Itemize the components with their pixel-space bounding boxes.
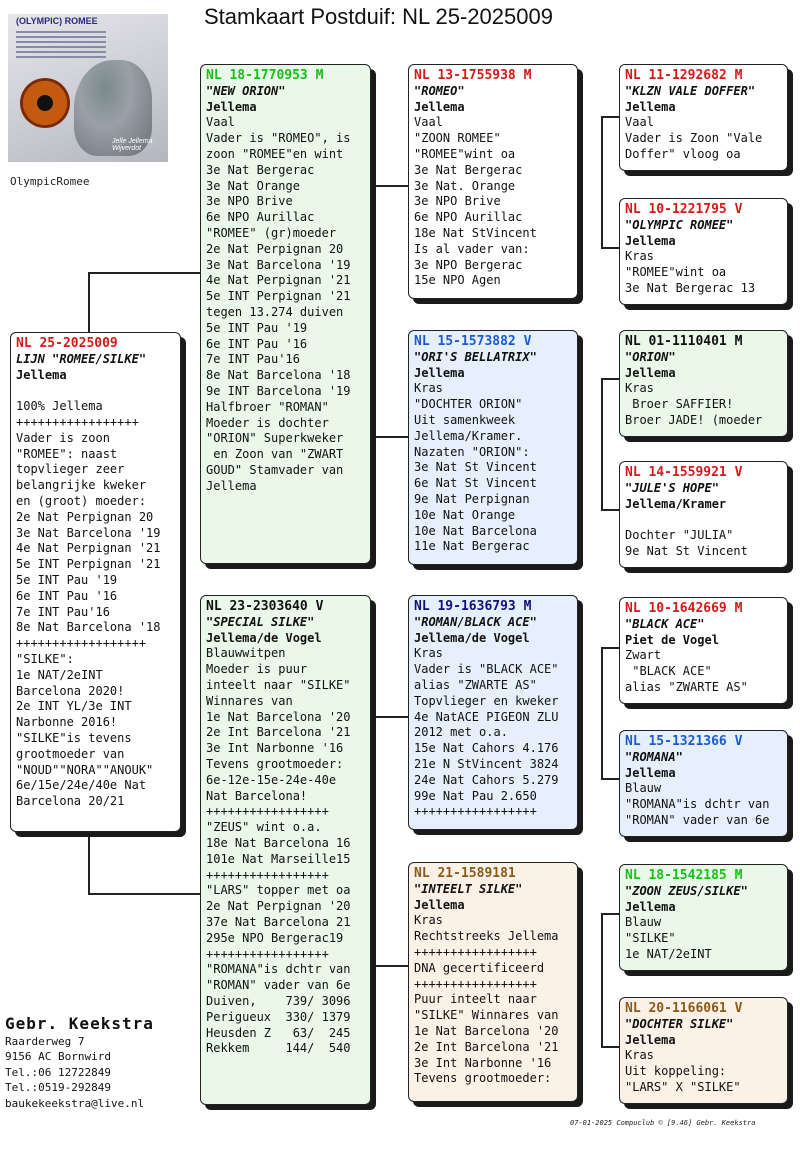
detail-line: 10e Nat Orange: [414, 507, 516, 522]
ring-number: NL 01-1110401 M: [625, 334, 743, 349]
detail-line: Duiven, 739/ 3096: [206, 993, 351, 1008]
detail-line: 4e Nat Perpignan '21: [206, 273, 351, 288]
address-phone-2: Tel.:0519-292849: [5, 1081, 111, 1094]
detail-line: Vader is "ROMEO", is: [206, 131, 351, 146]
detail-line: "SILKE":: [16, 651, 74, 666]
detail-line: Nat Barcelona!: [206, 788, 308, 803]
detail-line: Moeder is dochter: [206, 415, 329, 430]
detail-line: 11e Nat Bergerac: [414, 539, 530, 554]
ring-number: NL 11-1292682 M: [625, 68, 743, 83]
detail-line: "ORION" Superkweker: [206, 431, 344, 446]
connector-line: [601, 378, 603, 510]
detail-line: "SILKE" Winnares van: [414, 1008, 559, 1023]
detail-line: "SILKE"is tevens: [16, 730, 132, 745]
detail-line: 2012 met o.a.: [414, 725, 508, 740]
detail-line: 6e NPO Aurillac: [414, 210, 523, 225]
detail-line: Rekkem 144/ 540: [206, 1041, 351, 1056]
detail-line: Blauwwitpen: [206, 646, 286, 661]
detail-line: 9e INT Barcelona '19: [206, 383, 351, 398]
detail-line: 3e Int Narbonne '16: [414, 1055, 552, 1070]
connector-line: [601, 913, 603, 1047]
detail-line: Tevens grootmoeder:: [414, 1071, 552, 1086]
address-street: Raarderweg 7: [5, 1034, 85, 1048]
ring-number: NL 21-1589181: [414, 866, 516, 881]
pigeon-name: "NEW ORION": [206, 83, 286, 98]
pigeon-details: [414, 381, 572, 555]
pigeon-details: [625, 115, 782, 162]
detail-line: 1e NAT/2eINT: [625, 946, 712, 961]
detail-line: Topvlieger en kweker: [414, 693, 559, 708]
detail-line: "ROMEE": naast: [16, 446, 118, 461]
pigeon-name: "SPECIAL SILKE": [206, 614, 315, 629]
pigeon-owner: Jellema: [414, 897, 465, 912]
pigeon-name: "ORI'S BELLATRIX": [414, 349, 537, 364]
connector-line: [88, 893, 200, 895]
detail-line: Nazaten "ORION":: [414, 444, 530, 459]
detail-line: 2e Int Barcelona '21: [206, 725, 351, 740]
ring-number: NL 18-1770953 M: [206, 68, 324, 83]
connector-line: [88, 272, 90, 332]
pigeon-details: [16, 383, 175, 810]
detail-line: 2e Nat Perpignan 20: [16, 509, 154, 524]
ring-number: NL 18-1542185 M: [625, 868, 743, 883]
detail-line: 18e Nat StVincent: [414, 225, 537, 240]
detail-line: "ZOON ROMEE": [414, 131, 501, 146]
detail-line: Kras: [414, 646, 443, 661]
breeder-address: [5, 1016, 154, 1111]
address-phone-1: Tel.:06 12722849: [5, 1065, 111, 1079]
connector-line: [601, 247, 619, 249]
detail-line: 18e Nat Barcelona 16: [206, 835, 351, 850]
pigeon-owner: Jellema: [625, 1032, 676, 1047]
detail-line: 15e NPO Agen: [414, 273, 501, 288]
pedigree-card-fm[interactable]: [408, 330, 578, 565]
pigeon-name: "ROMANA": [625, 749, 683, 764]
detail-line: "ROMEE" (gr)moeder: [206, 225, 337, 240]
detail-line: 3e Nat Bergerac 13: [625, 280, 756, 295]
detail-line: "NOUD""NORA""ANOUK": [16, 762, 154, 777]
pigeon-details: [414, 115, 572, 289]
detail-line: "ROMAN" vader van 6e: [206, 978, 351, 993]
pedigree-card-main[interactable]: [10, 332, 181, 832]
detail-line: 8e Nat Barcelona '18: [16, 620, 161, 635]
detail-line: 2e Int Barcelona '21: [414, 1039, 559, 1054]
connector-line: [601, 778, 619, 780]
ring-number: NL 10-1642669 M: [625, 601, 743, 616]
detail-line: Narbonne 2016!: [16, 715, 118, 730]
detail-line: 2e Nat Perpignan 20: [206, 241, 344, 256]
pigeon-name: "ZOON ZEUS/SILKE": [625, 883, 748, 898]
breeder-name: Gebr. Keekstra: [5, 1014, 154, 1033]
ring-number: NL 19-1636793 M: [414, 599, 532, 614]
detail-line: 7e INT Pau'16: [206, 352, 300, 367]
detail-line: zoon "ROMEE"en wint: [206, 146, 344, 161]
detail-line: 3e NPO Brive: [414, 194, 501, 209]
pedigree-card-ff[interactable]: [408, 64, 578, 299]
detail-line: 1e NAT/2eINT: [16, 667, 103, 682]
detail-line: +++++++++++++++++: [16, 414, 139, 429]
pigeon-name: "BLACK ACE": [625, 616, 705, 631]
detail-line: "ROMAN" vader van 6e: [625, 812, 770, 827]
logo-title: (OLYMPIC) ROMEE: [16, 16, 98, 26]
detail-line: "LARS" X "SILKE": [625, 1079, 741, 1094]
detail-line: 1e Nat Barcelona '20: [414, 1023, 559, 1038]
detail-line: +++++++++++++++++: [206, 867, 329, 882]
pedigree-card-father[interactable]: [200, 64, 371, 564]
detail-line: "ROMANA"is dchtr van: [625, 797, 770, 812]
pigeon-name: "INTEELT SILKE": [414, 881, 523, 896]
ring-number: NL 25-2025009: [16, 336, 118, 351]
detail-line: Uit samenkweek: [414, 412, 516, 427]
detail-line: 1e Nat Barcelona '20: [206, 709, 351, 724]
detail-line: 5e INT Perpignan '21: [206, 289, 351, 304]
detail-line: 295e NPO Bergerac19: [206, 930, 344, 945]
detail-line: Kras: [625, 1048, 654, 1063]
detail-line: +++++++++++++++++: [206, 804, 329, 819]
detail-line: 101e Nat Marseille15: [206, 851, 351, 866]
pigeon-details: [625, 915, 782, 962]
detail-line: 99e Nat Pau 2.650: [414, 788, 537, 803]
pigeon-details: [206, 115, 365, 494]
detail-line: topvlieger zeer: [16, 462, 125, 477]
detail-line: 2e INT YL/3e INT: [16, 699, 132, 714]
pigeon-owner: Jellema: [625, 765, 676, 780]
detail-line: 9e Nat Perpignan: [414, 491, 530, 506]
detail-line: alias "ZWARTE AS": [414, 677, 537, 692]
detail-line: 15e Nat Cahors 4.176: [414, 741, 559, 756]
page-title: Stamkaart Postduif: NL 25-2025009: [204, 4, 553, 29]
pigeon-owner: Jellema: [625, 233, 676, 248]
detail-line: en Zoon van "ZWART: [206, 447, 344, 462]
detail-line: [625, 512, 782, 528]
detail-line: 3e NPO Bergerac: [414, 257, 523, 272]
connector-line: [601, 647, 603, 779]
connector-line: [372, 716, 408, 718]
detail-line: Jellema/Kramer.: [414, 428, 523, 443]
detail-line: 3e Nat Barcelona '19: [206, 257, 351, 272]
detail-line: 5e INT Perpignan '21: [16, 557, 161, 572]
detail-line: +++++++++++++++++: [414, 804, 537, 819]
pigeon-details: [206, 646, 365, 1057]
detail-line: 6e/15e/24e/40e Nat: [16, 778, 147, 793]
detail-line: tegen 13.274 duiven: [206, 304, 344, 319]
detail-line: Uit koppeling:: [625, 1064, 727, 1079]
detail-line: 4e Nat Perpignan '21: [16, 541, 161, 556]
pigeon-owner: Jellema: [16, 367, 67, 382]
connector-line: [372, 965, 408, 967]
pedigree-card-ffm[interactable]: [619, 198, 788, 305]
detail-line: Moeder is puur: [206, 662, 308, 677]
pedigree-card-fmm[interactable]: [619, 461, 788, 568]
detail-line: 6e INT Pau '16: [16, 588, 118, 603]
logo-caption: OlympicRomee: [10, 175, 90, 188]
detail-line: ++++++++++++++++++: [16, 636, 147, 651]
pedigree-card-mm[interactable]: [408, 862, 578, 1102]
detail-line: Is al vader van:: [414, 241, 530, 256]
detail-line: 6e-12e-15e-24e-40e: [206, 772, 337, 787]
pigeon-owner: Jellema: [414, 365, 465, 380]
detail-line: "ZEUS" wint o.a.: [206, 820, 322, 835]
pigeon-name: "KLZN VALE DOFFER": [625, 83, 756, 98]
connector-line: [601, 116, 619, 118]
pigeon-owner: Jellema/de Vogel: [206, 630, 322, 645]
pigeon-logo: [8, 14, 168, 162]
detail-line: 3e Nat. Orange: [414, 178, 516, 193]
pedigree-card-mmf[interactable]: [619, 864, 788, 971]
connector-line: [601, 913, 619, 915]
detail-line: Barcelona 20/21: [16, 794, 125, 809]
detail-line: 3e Nat Orange: [206, 178, 300, 193]
detail-line: grootmoeder van: [16, 746, 125, 761]
detail-line: Zwart: [625, 648, 662, 663]
detail-line: Tevens grootmoeder:: [206, 756, 344, 771]
detail-line: 37e Nat Barcelona 21: [206, 914, 351, 929]
detail-line: Winnares van: [206, 693, 293, 708]
detail-line: 3e Nat St Vincent: [414, 460, 537, 475]
pigeon-eye-icon: [20, 78, 70, 128]
pedigree-card-mother[interactable]: [200, 595, 371, 1105]
pigeon-owner: Jellema: [414, 99, 465, 114]
pigeon-details: [625, 1048, 782, 1095]
detail-line: [16, 383, 175, 399]
connector-line: [372, 185, 408, 187]
detail-line: "ROMANA"is dchtr van: [206, 962, 351, 977]
detail-line: DNA gecertificeerd: [414, 960, 545, 975]
detail-line: "DOCHTER ORION": [414, 397, 523, 412]
pigeon-details: [625, 249, 782, 296]
address-email[interactable]: baukekeekstra@live.nl: [5, 1096, 145, 1110]
ring-number: NL 10-1221795 V: [625, 202, 743, 217]
detail-line: Vaal: [414, 115, 443, 130]
pigeon-owner: Jellema/de Vogel: [414, 630, 530, 645]
detail-line: "LARS" topper met oa: [206, 883, 351, 898]
pigeon-name: "JULE'S HOPE": [625, 480, 719, 495]
detail-line: 5e INT Pau '19: [16, 572, 118, 587]
pedigree-card-mf[interactable]: [408, 595, 578, 830]
pigeon-name: LIJN "ROMEE/SILKE": [16, 351, 147, 366]
logo-text-lines: [16, 28, 106, 61]
detail-line: Vader is zoon: [16, 430, 110, 445]
detail-line: 3e NPO Brive: [206, 194, 293, 209]
detail-line: alias "ZWARTE AS": [625, 679, 748, 694]
ring-number: NL 13-1755938 M: [414, 68, 532, 83]
detail-line: Blauw: [625, 915, 662, 930]
detail-line: 3e Nat Bergerac: [206, 162, 315, 177]
detail-line: 6e Nat St Vincent: [414, 476, 537, 491]
detail-line: Jellema: [206, 478, 257, 493]
detail-line: Kras: [414, 913, 443, 928]
pigeon-name: "ROMEO": [414, 83, 465, 98]
pigeon-owner: Jellema: [206, 99, 257, 114]
pigeon-details: [625, 781, 782, 828]
detail-line: 8e Nat Barcelona '18: [206, 368, 351, 383]
pigeon-details: [625, 381, 782, 428]
detail-line: +++++++++++++++++: [414, 976, 537, 991]
pigeon-owner: Jellema: [625, 899, 676, 914]
connector-line: [601, 647, 619, 649]
detail-line: 3e Int Narbonne '16: [206, 741, 344, 756]
pigeon-name: "ORION": [625, 349, 676, 364]
detail-line: Halfbroer "ROMAN": [206, 399, 329, 414]
ring-number: NL 20-1166061 V: [625, 1001, 743, 1016]
detail-line: "SILKE": [625, 931, 676, 946]
detail-line: 10e Nat Barcelona: [414, 523, 537, 538]
detail-line: "ROMEE"wint oa: [414, 146, 516, 161]
connector-line: [601, 1046, 619, 1048]
detail-line: 21e N StVincent 3824: [414, 756, 559, 771]
footer-text: 07-01-2025 Compuclub © [9.46] Gebr. Keekstra: [570, 1119, 756, 1127]
pigeon-name: "ROMAN/BLACK ACE": [414, 614, 537, 629]
connector-line: [601, 378, 619, 380]
address-city: 9156 AC Bornwird: [5, 1050, 111, 1063]
detail-line: Kras: [414, 381, 443, 396]
detail-line: "BLACK ACE": [625, 664, 712, 679]
detail-line: Vaal: [625, 115, 654, 130]
pedigree-card-fmf[interactable]: [619, 330, 788, 437]
detail-line: Kras: [625, 381, 654, 396]
detail-line: 7e INT Pau'16: [16, 604, 110, 619]
ring-number: NL 15-1573882 V: [414, 334, 532, 349]
detail-line: "ROMEE"wint oa: [625, 265, 727, 280]
detail-line: Barcelona 2020!: [16, 683, 125, 698]
ring-number: NL 14-1559921 V: [625, 465, 743, 480]
detail-line: 100% Jellema: [16, 399, 103, 414]
detail-line: Vader is "BLACK ACE": [414, 662, 559, 677]
detail-line: Dochter "JULIA": [625, 528, 734, 543]
detail-line: 3e Nat Barcelona '19: [16, 525, 161, 540]
detail-line: 2e Nat Perpignan '20: [206, 899, 351, 914]
detail-line: GOUD" Stamvader van: [206, 462, 344, 477]
detail-line: Perigueux 330/ 1379: [206, 1009, 351, 1024]
detail-line: Broer JADE! (moeder: [625, 412, 763, 427]
pigeon-details: [625, 512, 782, 559]
pigeon-owner: Jellema: [625, 365, 676, 380]
connector-line: [88, 272, 200, 274]
detail-line: 6e INT Pau '16: [206, 336, 308, 351]
pedigree-card-mmm[interactable]: [619, 997, 788, 1104]
pedigree-card-mfm[interactable]: [619, 730, 788, 837]
pigeon-owner: Jellema/Kramer: [625, 496, 727, 511]
detail-line: +++++++++++++++++: [206, 946, 329, 961]
logo-bird-caption: Jelle Jellema Wijverdot: [112, 138, 153, 152]
detail-line: inteelt naar "SILKE": [206, 677, 351, 692]
detail-line: Vaal: [206, 115, 235, 130]
detail-line: Puur inteelt naar: [414, 992, 537, 1007]
detail-line: 3e Nat Bergerac: [414, 162, 523, 177]
detail-line: Kras: [625, 249, 654, 264]
detail-line: Heusden Z 63/ 245: [206, 1025, 351, 1040]
detail-line: 6e NPO Aurillac: [206, 210, 315, 225]
detail-line: 24e Nat Cahors 5.279: [414, 772, 559, 787]
pigeon-owner: Piet de Vogel: [625, 632, 719, 647]
pigeon-details: [414, 646, 572, 820]
connector-line: [601, 116, 603, 248]
connector-line: [601, 509, 619, 511]
pigeon-name: "DOCHTER SILKE": [625, 1016, 734, 1031]
pigeon-details: [414, 913, 572, 1087]
detail-line: +++++++++++++++++: [414, 944, 537, 959]
connector-line: [372, 716, 374, 966]
connector-line: [372, 185, 374, 437]
detail-line: 9e Nat St Vincent: [625, 543, 748, 558]
detail-line: en (groot) moeder:: [16, 493, 147, 508]
detail-line: Doffer" vloog oa: [625, 146, 741, 161]
detail-line: 4e NatACE PIGEON ZLU: [414, 709, 559, 724]
detail-line: Blauw: [625, 781, 662, 796]
connector-line: [88, 832, 90, 894]
pigeon-name: "OLYMPIC ROMEE": [625, 217, 734, 232]
ring-number: NL 23-2303640 V: [206, 599, 324, 614]
pigeon-owner: Jellema: [625, 99, 676, 114]
detail-line: Broer SAFFIER!: [625, 397, 734, 412]
detail-line: Vader is Zoon "Vale: [625, 131, 763, 146]
detail-line: belangrijke kweker: [16, 478, 147, 493]
connector-line: [372, 436, 408, 438]
pedigree-card-fff[interactable]: [619, 64, 788, 171]
detail-line: 5e INT Pau '19: [206, 320, 308, 335]
pedigree-card-mff[interactable]: [619, 597, 788, 704]
detail-line: Rechtstreeks Jellema: [414, 929, 559, 944]
ring-number: NL 15-1321366 V: [625, 734, 743, 749]
pigeon-details: [625, 648, 782, 695]
